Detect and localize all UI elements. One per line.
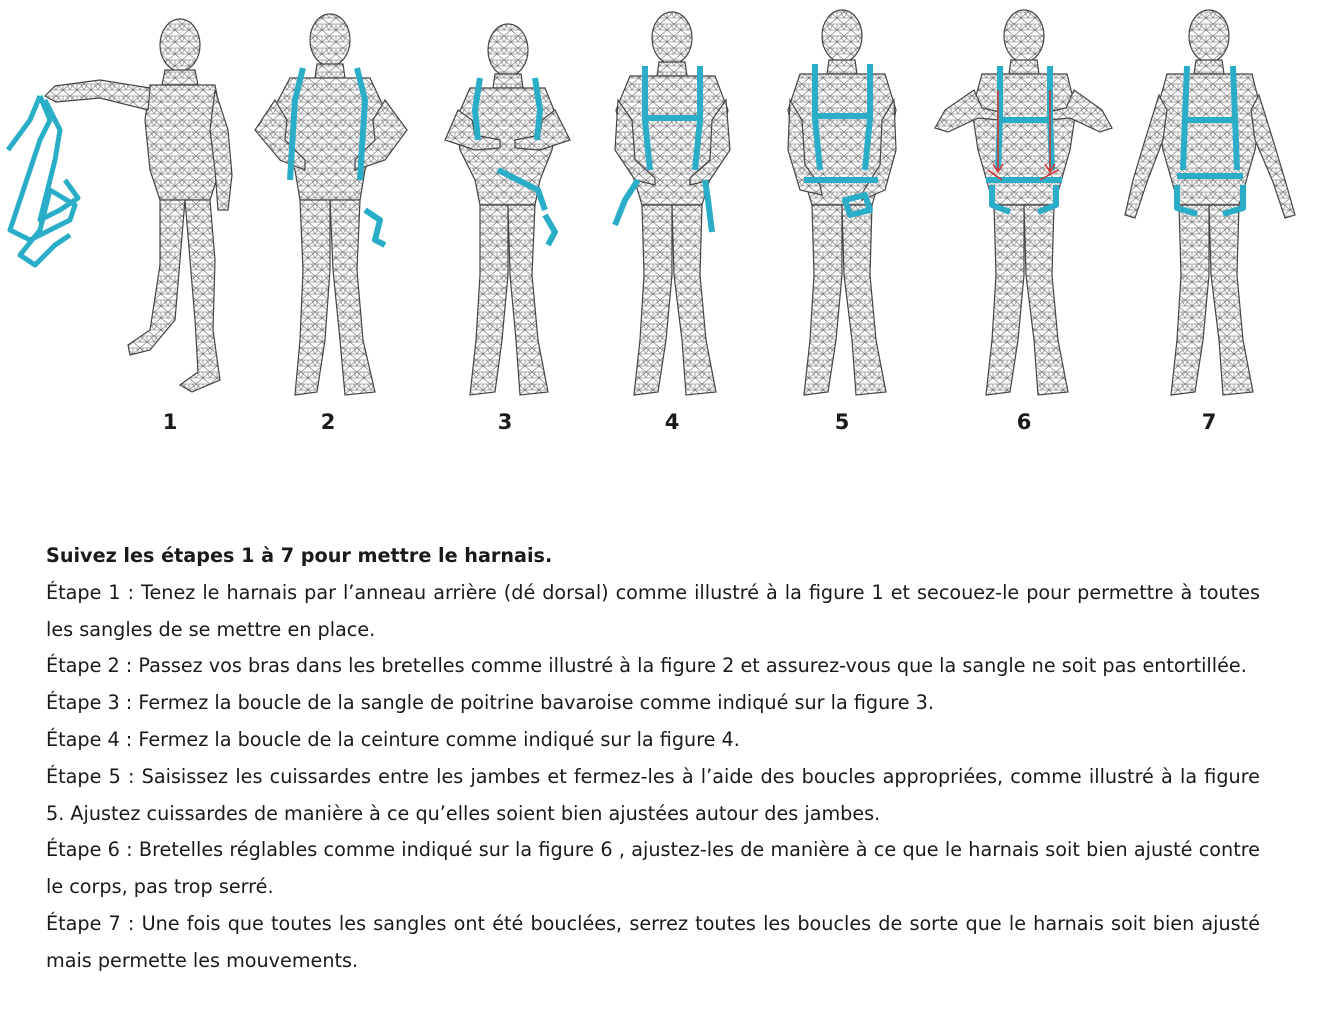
figure-3-drawing xyxy=(420,0,590,400)
step-7 xyxy=(46,906,1260,980)
step-label: Étape 5 xyxy=(46,764,121,788)
step-separator: : xyxy=(119,727,139,751)
step-text: Tenez le harnais par l’anneau arrière (dé dorsal) comme illustré à la figure 1 et secouez-le pour permettre à toutes les sangles de se mettre en place. xyxy=(46,580,1261,641)
step-text: Bretelles réglables comme indiqué sur la figure 6 , ajustez-les de manière à ce que le harnais soit bien ajusté contre le corps, pas trop serré. xyxy=(46,838,1260,899)
instructions-heading: Suivez les étapes 1 à 7 pour mettre le harnais. xyxy=(46,544,553,567)
step-separator: : xyxy=(120,580,142,604)
step-separator: : xyxy=(119,654,139,678)
instructions-text xyxy=(46,538,1260,980)
figure-label: 6 xyxy=(1016,410,1032,434)
step-label: Étape 1 xyxy=(46,580,121,604)
step-5 xyxy=(46,759,1260,833)
step-label: Étape 6 xyxy=(46,838,120,862)
step-text: Une fois que toutes les sangles ont été bouclées, serrez toutes les boucles de sorte que le harnais soit bien ajusté mais permette les mouvements. xyxy=(46,911,1260,972)
figure-label: 3 xyxy=(497,410,513,434)
figure-5-drawing xyxy=(760,0,930,400)
figure-label: 7 xyxy=(1201,410,1217,434)
step-label: Étape 2 xyxy=(46,654,120,678)
step-3 xyxy=(46,685,1260,722)
figure-label: 1 xyxy=(162,410,178,434)
figure-4-drawing xyxy=(590,0,760,400)
step-4 xyxy=(46,722,1260,759)
step-label: Étape 3 xyxy=(46,691,120,715)
step-separator: : xyxy=(120,764,142,788)
step-label: Étape 4 xyxy=(46,727,120,751)
step-text: Passez vos bras dans les bretelles comme illustré à la figure 2 et assurez-vous que la sangle ne soit pas entortillée. xyxy=(138,654,1247,678)
harness-strap xyxy=(0,80,100,380)
step-separator: : xyxy=(119,691,139,715)
figure-7-drawing xyxy=(1115,0,1305,400)
step-text: Fermez la boucle de la sangle de poitrine bavaroise comme indiqué sur la figure 3. xyxy=(138,691,934,715)
step-separator: : xyxy=(120,911,142,935)
figure-label: 2 xyxy=(320,410,336,434)
step-text: Fermez la boucle de la ceinture comme indiqué sur la figure 4. xyxy=(138,727,740,751)
figure-2-drawing xyxy=(245,0,415,400)
step-separator: : xyxy=(119,838,139,862)
figure-label: 5 xyxy=(834,410,850,434)
harness-figures xyxy=(0,0,1317,450)
figure-6-drawing xyxy=(930,0,1120,400)
figure-label: 4 xyxy=(664,410,680,434)
step-1 xyxy=(46,575,1260,649)
step-2 xyxy=(46,648,1260,685)
step-6 xyxy=(46,832,1260,906)
step-text: Saisissez les cuissardes entre les jambes et fermez-les à l’aide des boucles appropriées, comme illustré à la figure 5. Ajustez cuissardes de manière à ce qu’elles soient bien ajustées autour des jambes. xyxy=(46,764,1260,825)
step-label: Étape 7 xyxy=(46,911,121,935)
